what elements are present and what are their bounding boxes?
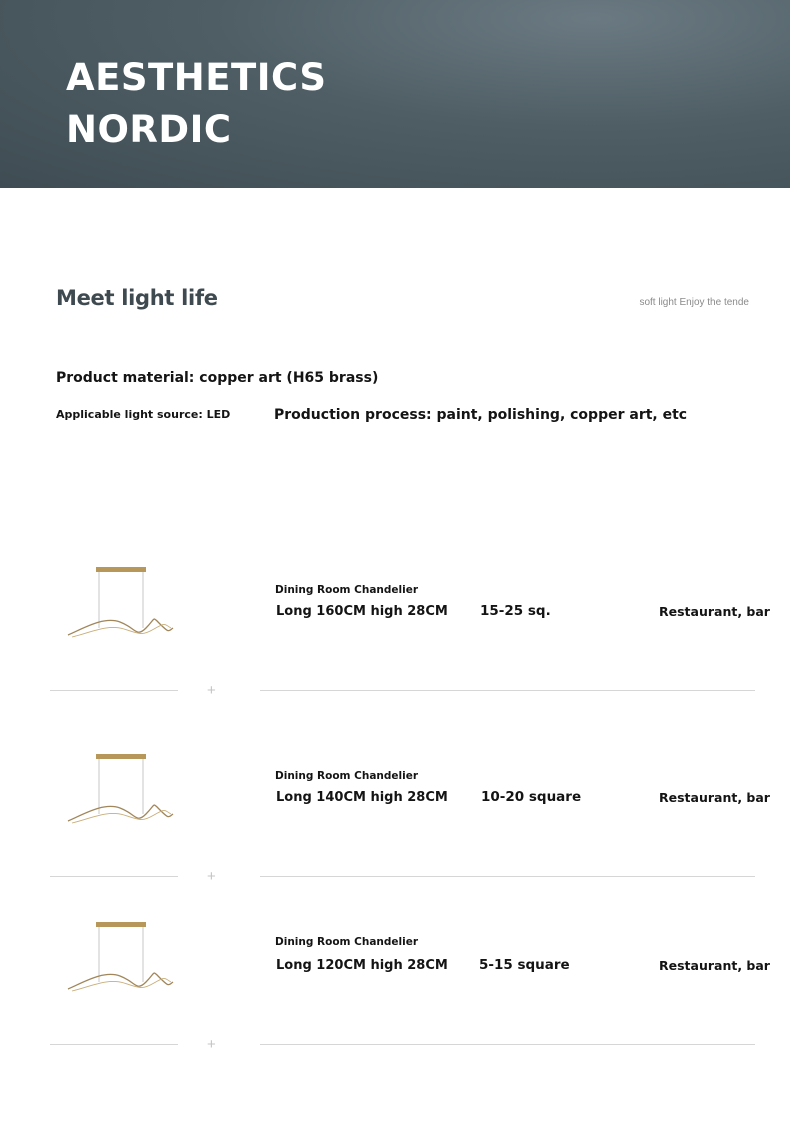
product-use: Restaurant, bar: [659, 790, 770, 805]
product-size: Long 140CM high 28CM: [276, 790, 448, 805]
product-use: Restaurant, bar: [659, 958, 770, 973]
product-title: Dining Room Chandelier: [275, 584, 419, 596]
product-size: Long 120CM high 28CM: [276, 958, 448, 973]
chandelier-image: [62, 752, 182, 832]
section-heading: Meet light life: [56, 286, 218, 310]
product-row: [0, 566, 790, 753]
product-use: Restaurant, bar: [659, 604, 770, 619]
divider-left: [50, 1044, 178, 1045]
divider-plus: +: [207, 868, 216, 885]
product-area: 10-20 square: [481, 789, 582, 805]
divider-right: [260, 1044, 755, 1045]
spec-light-source: Applicable light source: LED: [56, 408, 231, 421]
product-area: 15-25 sq.: [480, 603, 551, 619]
divider-right: [260, 876, 755, 877]
product-row: [0, 920, 790, 1107]
header-banner: [0, 0, 790, 188]
divider-plus: +: [207, 1036, 216, 1053]
section-tagline: soft light Enjoy the tende: [639, 297, 749, 308]
divider-plus: +: [207, 682, 216, 699]
spec-process: Production process: paint, polishing, copper art, etc: [274, 407, 688, 423]
banner-title-line1: AESTHETICS: [66, 56, 327, 99]
product-title: Dining Room Chandelier: [275, 936, 419, 948]
chandelier-image: [62, 920, 182, 1000]
divider-left: [50, 876, 178, 877]
product-area: 5-15 square: [479, 957, 570, 973]
banner-title-line2: NORDIC: [66, 108, 232, 151]
product-row: [0, 752, 790, 939]
spec-material: Product material: copper art (H65 brass): [56, 370, 379, 386]
chandelier-image: [62, 566, 182, 646]
product-size: Long 160CM high 28CM: [276, 604, 448, 619]
divider-left: [50, 690, 178, 691]
divider-right: [260, 690, 755, 691]
product-title: Dining Room Chandelier: [275, 770, 419, 782]
